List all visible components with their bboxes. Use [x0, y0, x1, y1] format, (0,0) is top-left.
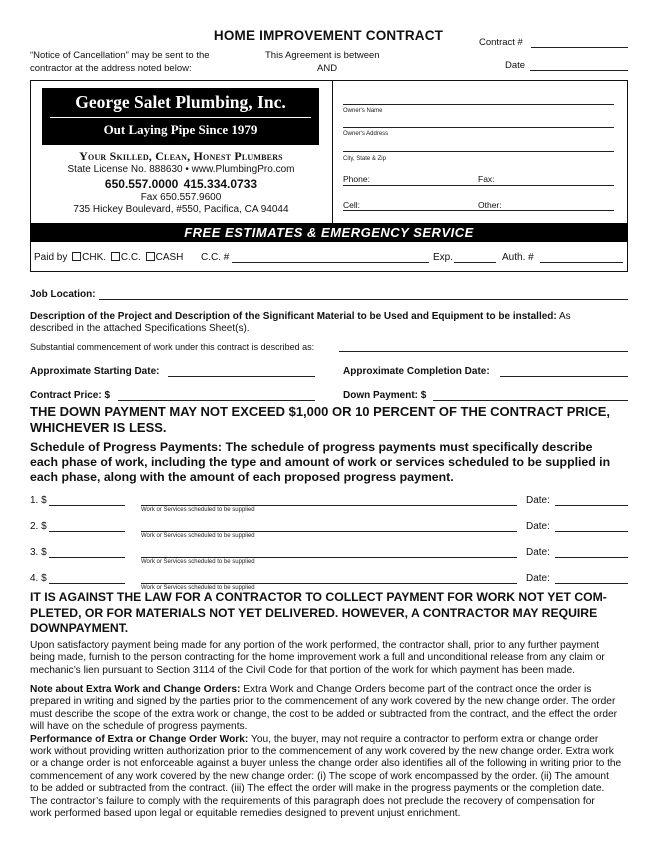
progress-row-3-sub: Work or Services scheduled to be supplied	[141, 559, 255, 565]
description-heading	[30, 311, 571, 322]
perf-text-7: work performed based upon legal or equitable remedies designed to prevent unjust enrichment.	[30, 808, 461, 820]
progress-row-4-work[interactable]	[141, 583, 517, 584]
progress-row-2-date[interactable]	[555, 531, 628, 532]
release-text-1: Upon satisfactory payment being made for any portion of the work performed, the contractor shall, prior to any further payment	[30, 640, 600, 651]
payment-method-row	[34, 252, 183, 263]
notice-text-1: “Notice of Cancellation” may be sent to the	[30, 50, 210, 61]
schedule-text-3: each phase, along with the amount of each proposed progress payment.	[30, 470, 454, 484]
auth-label: Auth. #	[502, 252, 534, 263]
perf-text-4: commencement of any work covered by the new change order: (i) The scope of work encompassed by the order. (ii) The amount	[30, 770, 609, 782]
progress-row-2-date-label: Date:	[526, 521, 550, 532]
schedule-text-1: Schedule of Progress Payments: The schedule of progress payments must specifically describe	[30, 440, 593, 454]
notice-text-2: contractor at the address noted below:	[30, 63, 192, 74]
down-payment-label: Down Payment: $	[343, 390, 427, 401]
down-payment-notice-2: WHICHEVER IS LESS.	[30, 420, 167, 435]
progress-row-1-date[interactable]	[555, 505, 628, 506]
owner-other-label: Other:	[478, 200, 502, 210]
contract-price-label: Contract Price: $	[30, 390, 111, 401]
description-as: As	[558, 311, 571, 322]
extra-work-paragraph	[30, 684, 621, 820]
contract-price-field[interactable]	[118, 400, 315, 401]
extra-text-1: Extra Work and Change Orders become part of the contract once the order is	[243, 684, 592, 695]
owner-fax-label: Fax:	[478, 174, 495, 184]
law-notice-2: PLETED, OR FOR MATERIALS NOT YET DELIVERED. HOWEVER, A CONTRACTOR MAY REQUIRE	[30, 605, 598, 620]
commencement-field[interactable]	[339, 351, 628, 352]
company-license: State License No. 888630 • www.PlumbingPro.com	[67, 164, 295, 175]
description-bold: Description of the Project and Description of the Significant Material to be Used and Equipment to be installed:	[30, 311, 557, 322]
extra-text-3: must describe the scope of the extra work or change, the cost to be added or subtracted from the contract, and the effect the order	[30, 708, 618, 720]
extra-work-title: Note about Extra Work and Change Orders:	[30, 684, 241, 695]
company-tagline: Out Laying Pipe Since 1979	[103, 122, 258, 137]
progress-row-4-sub: Work or Services scheduled to be supplied	[141, 585, 255, 591]
checkbox-cash[interactable]	[146, 252, 155, 261]
progress-row-3-work[interactable]	[141, 557, 517, 558]
date-field[interactable]	[530, 70, 628, 71]
release-paragraph	[30, 640, 605, 677]
agreement-text: This Agreement is between	[265, 50, 380, 61]
progress-row-1-work[interactable]	[141, 505, 517, 506]
perf-text-1: You, the buyer, may not require a contractor to perform extra or change order	[251, 733, 599, 745]
down-payment-notice-1: THE DOWN PAYMENT MAY NOT EXCEED $1,000 OR 10 PERCENT OF THE CONTRACT PRICE,	[30, 404, 611, 419]
law-notice	[30, 590, 607, 637]
extra-text-2: prepared in writing and signed by the parties prior to the commencement of any work covered by the new change order. The order	[30, 696, 616, 708]
progress-row-2-amount[interactable]	[49, 531, 125, 532]
owner-cell-other-field[interactable]	[343, 210, 614, 211]
extra-text-4: will have on the schedule of progress payments.	[30, 721, 248, 733]
job-location-label: Job Location:	[30, 289, 96, 300]
checkbox-cc[interactable]	[111, 252, 120, 261]
progress-row-2-work[interactable]	[141, 531, 517, 532]
owner-cell-label: Cell:	[343, 200, 361, 210]
progress-row-1-date-label: Date:	[526, 495, 550, 506]
contract-number-field[interactable]	[531, 47, 628, 48]
cc-number-field[interactable]	[232, 262, 429, 263]
start-date-label: Approximate Starting Date:	[30, 366, 160, 377]
progress-row-2-num: 2. $	[30, 521, 47, 532]
completion-date-label: Approximate Completion Date:	[343, 366, 490, 377]
progress-row-3-amount[interactable]	[49, 557, 125, 558]
date-label: Date	[505, 60, 526, 71]
performance-title: Performance of Extra or Change Order Work:	[30, 733, 249, 745]
company-info	[30, 149, 332, 217]
owner-name-field[interactable]	[343, 104, 614, 105]
progress-row-4-amount[interactable]	[49, 583, 125, 584]
logo-divider	[50, 117, 311, 118]
progress-row-2-sub: Work or Services scheduled to be supplied	[141, 533, 255, 539]
job-location-field[interactable]	[99, 299, 628, 300]
progress-row-4-num: 4. $	[30, 573, 47, 584]
owner-city-field[interactable]	[343, 151, 614, 152]
commencement-label: Substantial commencement of work under this contract is described as:	[30, 342, 315, 352]
progress-row-3-date-label: Date:	[526, 547, 550, 558]
release-text-2: being made, furnish to the person contracting for the home improvement work a full and unconditional release from any claim or	[30, 652, 605, 664]
progress-row-3-num: 3. $	[30, 547, 47, 558]
exp-field[interactable]	[454, 262, 496, 263]
owner-phone-fax-field[interactable]	[343, 185, 614, 186]
perf-text-6: The contractor’s failure to comply with the requirements of this paragraph does not preclude the recovery of compensation for	[30, 795, 595, 807]
owner-address-field[interactable]	[343, 127, 614, 128]
cc-number-label: C.C. #	[201, 252, 230, 263]
company-slogan: Your Skilled, Clean, Honest Plumbers	[79, 149, 283, 163]
progress-row-1-amount[interactable]	[49, 505, 125, 506]
description-text: described in the attached Specifications Sheet(s).	[30, 323, 250, 334]
company-address: 735 Hickey Boulevard, #550, Pacifica, CA 94044	[73, 204, 289, 215]
progress-row-4-date-label: Date:	[526, 573, 550, 584]
free-estimates-banner: FREE ESTIMATES & EMERGENCY SERVICE	[30, 223, 628, 242]
company-name: George Salet Plumbing, Inc.	[75, 92, 286, 112]
header-divider	[332, 80, 333, 223]
page-title: HOME IMPROVEMENT CONTRACT	[213, 28, 444, 43]
exp-label: Exp.	[433, 252, 454, 263]
cash-label: CASH	[155, 252, 184, 263]
start-date-field[interactable]	[168, 376, 315, 377]
perf-text-3: or a change order is not enforceable against a buyer unless the change order also identifies all of the following in writing prior to the	[30, 758, 622, 770]
perf-text-2: work without providing written authorization prior to the commencement of any work covered by the new change order. Extra work	[30, 746, 614, 758]
progress-row-3-date[interactable]	[555, 557, 628, 558]
schedule-text-2: each phase of work, including the type and amount of work or services scheduled to be supplied in	[30, 455, 611, 469]
release-text-3: mechanic’s lien pursuant to Section 3114 of the Civil Code for that portion of the work for which payment has been made.	[30, 664, 575, 676]
owner-name-label: Owner's Name	[343, 108, 383, 114]
contract-number-label: Contract #	[479, 37, 523, 48]
auth-field[interactable]	[540, 262, 623, 263]
down-payment-field[interactable]	[433, 400, 628, 401]
checkbox-chk[interactable]	[72, 252, 81, 261]
company-logo	[42, 88, 319, 145]
schedule-heading	[30, 440, 610, 485]
progress-row-1-sub: Work or Services scheduled to be supplied	[141, 507, 255, 513]
chk-label: CHK.	[82, 252, 107, 263]
company-fax: Fax 650.557.9600	[140, 191, 222, 203]
law-notice-3: DOWNPAYMENT.	[30, 621, 129, 635]
progress-row-4-date[interactable]	[555, 583, 628, 584]
owner-phone-label: Phone:	[343, 174, 370, 184]
owner-city-label: City, State & Zip	[343, 156, 386, 162]
progress-row-1-num: 1. $	[30, 495, 47, 506]
agreement-and: AND	[317, 63, 338, 74]
company-phones: 650.557.0000 415.334.0733	[104, 176, 258, 191]
perf-text-5: to be added or subtracted from the contract. (iii) The effect the order will make in the progress payments or the completion date.	[30, 783, 605, 795]
law-notice-1: IT IS AGAINST THE LAW FOR A CONTRACTOR TO COLLECT PAYMENT FOR WORK NOT YET COM-	[30, 590, 607, 604]
paid-by-label: Paid by	[34, 252, 68, 263]
completion-date-field[interactable]	[500, 376, 628, 377]
cc-label: C.C.	[120, 252, 141, 263]
owner-address-label: Owner's Address	[343, 131, 389, 137]
